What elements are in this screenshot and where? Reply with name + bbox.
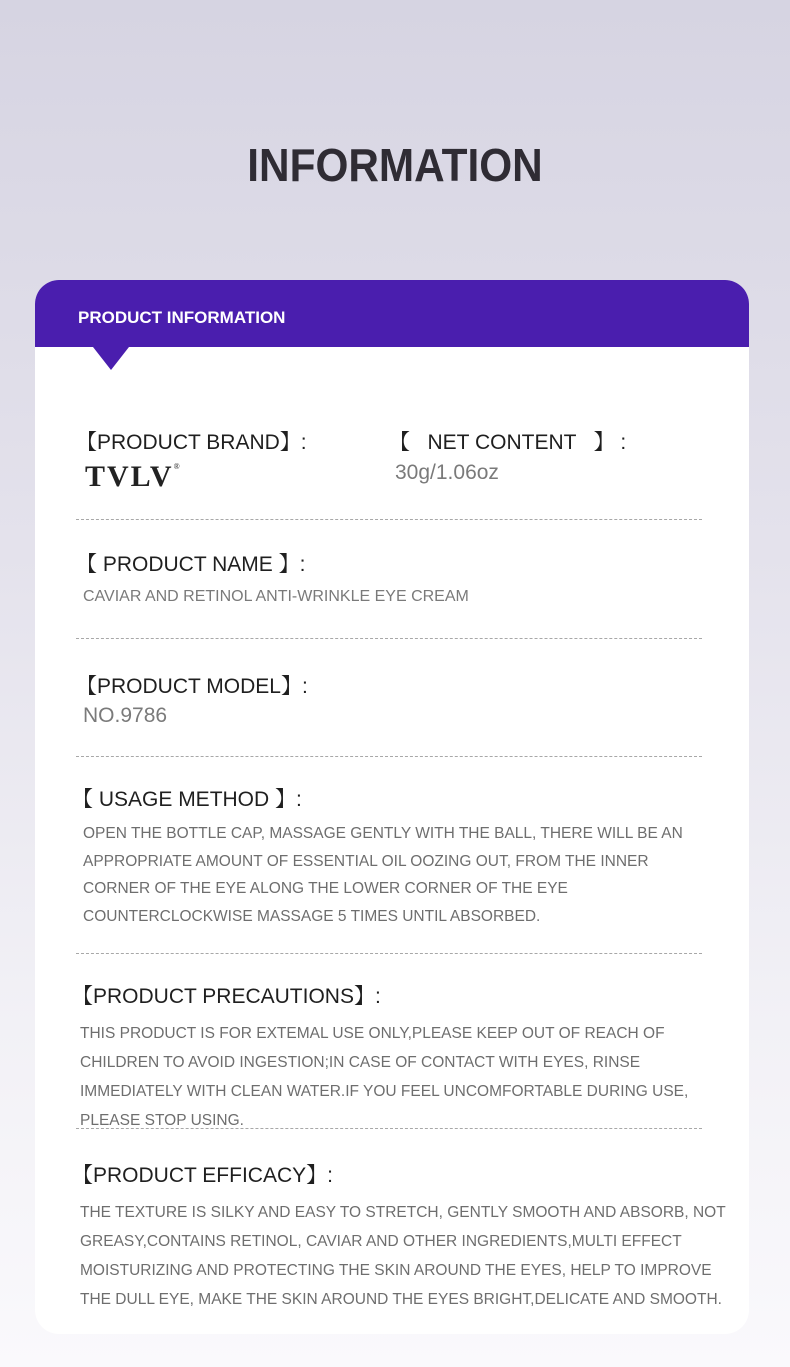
product-info-card	[35, 280, 749, 1334]
efficacy-text: THE TEXTURE IS SILKY AND EASY TO STRETCH, GENTLY SMOOTH AND ABSORB, NOT GREASY,CONTAINS RETINOL, CAVIAR AND OTHER INGREDIENTS,MULTI EFFECT MOISTURIZING AND PROTECTING THE SKIN AROUND THE EYES, HELP TO IMPROVE THE DULL EYE, MAKE THE SKIN AROUND THE EYES BRIGHT,DELICATE AND SMOOTH.	[80, 1204, 726, 1308]
divider	[76, 756, 702, 757]
net-content-value: 30g/1.06oz	[395, 461, 499, 484]
product-model-label: 【PRODUCT MODEL】:	[76, 675, 308, 698]
precautions-label: 【PRODUCT PRECAUTIONS】:	[72, 985, 381, 1008]
product-name-label: 【 PRODUCT NAME 】:	[76, 553, 306, 576]
net-content-label: 【 NET CONTENT 】 :	[389, 431, 627, 454]
header-pointer	[93, 347, 129, 370]
divider	[76, 638, 702, 639]
divider	[76, 1128, 702, 1129]
card-header	[35, 280, 749, 347]
divider	[76, 953, 702, 954]
usage-method-label: 【 USAGE METHOD 】:	[72, 788, 302, 811]
product-name-value: CAVIAR AND RETINOL ANTI-WRINKLE EYE CREAM	[83, 588, 469, 605]
efficacy-label: 【PRODUCT EFFICACY】:	[72, 1164, 333, 1187]
usage-method-text: OPEN THE BOTTLE CAP, MASSAGE GENTLY WITH THE BALL, THERE WILL BE AN APPROPRIATE AMOUNT OF ESSENTIAL OIL OOZING OUT, FROM THE INNER CORNER OF THE EYE ALONG THE LOWER CORNER OF THE EYE COUNTERCLOCKWISE MASSAGE 5 TIMES UNTIL ABSORBED.	[83, 825, 683, 925]
card-header-label: PRODUCT INFORMATION	[78, 308, 286, 327]
registered-mark: ®	[173, 462, 182, 471]
divider	[76, 519, 702, 520]
brand-logo	[85, 460, 182, 494]
precautions-text: THIS PRODUCT IS FOR EXTEMAL USE ONLY,PLEASE KEEP OUT OF REACH OF CHILDREN TO AVOID INGESTION;IN CASE OF CONTACT WITH EYES, RINSE IMMEDIATELY WITH CLEAN WATER.IF YOU FEEL UNCOMFORTABLE DURING USE, PLEASE STOP USING.	[80, 1025, 689, 1129]
brand-label: 【PRODUCT BRAND】:	[76, 431, 307, 454]
product-model-value: NO.9786	[83, 704, 168, 727]
brand-logo-text: TVLV	[85, 460, 174, 493]
page-title: INFORMATION	[247, 139, 543, 191]
